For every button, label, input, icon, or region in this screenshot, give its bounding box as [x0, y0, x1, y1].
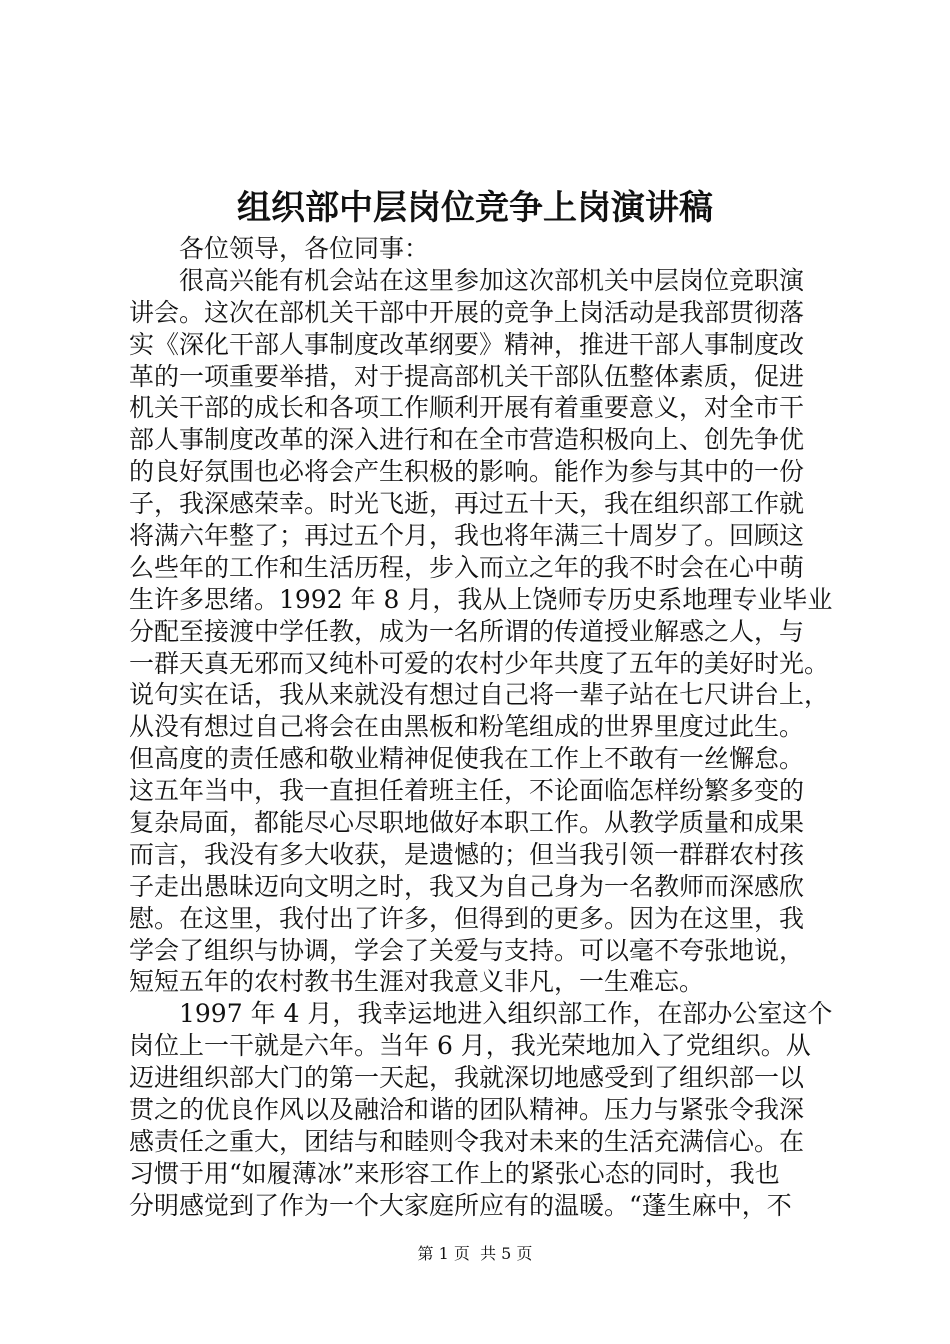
body-line: 的良好氛围也必将会产生积极的影响。能作为参与其中的一份: [129, 457, 805, 487]
body-line: 1997 年 4 月，我幸运地进入组织部工作，在部办公室这个: [179, 999, 833, 1029]
document-title: 组织部中层岗位竞争上岗演讲稿: [237, 188, 713, 228]
body-line: 慰。在这里，我付出了许多，但得到的更多。因为在这里，我: [129, 903, 805, 933]
body-line: 革的一项重要举措，对于提高部机关干部队伍整体素质，促进: [129, 361, 805, 391]
body-line: 部人事制度改革的深入进行和在全市营造积极向上、创先争优: [129, 425, 805, 455]
body-line: 实《深化干部人事制度改革纲要》精神，推进干部人事制度改: [129, 329, 805, 359]
body-line: 讲会。这次在部机关干部中开展的竞争上岗活动是我部贯彻落: [129, 297, 805, 327]
body-line: 么些年的工作和生活历程，步入而立之年的我不时会在心中萌: [129, 552, 805, 582]
body-line: 而言，我没有多大收获，是遗憾的；但当我引领一群群农村孩: [129, 839, 805, 869]
body-line: 机关干部的成长和各项工作顺利开展有着重要意义，对全市干: [129, 393, 805, 423]
body-line: 将满六年整了；再过五个月，我也将年满三十周岁了。回顾这: [129, 521, 805, 551]
body-line: 子走出愚昧迈向文明之时，我又为自己身为一名教师而深感欣: [129, 871, 805, 901]
body-line: 这五年当中，我一直担任着班主任，不论面临怎样纷繁多变的: [129, 776, 805, 806]
body-line: 复杂局面，都能尽心尽职地做好本职工作。从教学质量和成果: [129, 808, 805, 838]
body-line: 贯之的优良作风以及融洽和谐的团队精神。压力与紧张令我深: [129, 1095, 805, 1125]
body-line: 分配至接渡中学任教，成为一名所谓的传道授业解惑之人，与: [129, 616, 805, 646]
body-line: 习惯于用“如履薄冰”来形容工作上的紧张心态的同时，我也: [129, 1158, 780, 1188]
body-line: 感责任之重大，团结与和睦则令我对未来的生活充满信心。在: [129, 1126, 805, 1156]
body-line: 一群天真无邪而又纯朴可爱的农村少年共度了五年的美好时光。: [129, 648, 830, 678]
body-line: 说句实在话，我从来就没有想过自己将一辈子站在七尺讲台上，: [129, 680, 830, 710]
body-line-salutation: 各位领导，各位同事：: [179, 234, 430, 263]
body-line: 迈进组织部大门的第一天起，我就深切地感受到了组织部一以: [129, 1063, 805, 1093]
body-line: 短短五年的农村教书生涯对我意义非凡，一生难忘。: [129, 967, 705, 997]
body-line: 但高度的责任感和敬业精神促使我在工作上不敢有一丝懈怠。: [129, 744, 805, 774]
body-line: 生许多思绪。1992 年 8 月，我从上饶师专历史系地理专业毕业: [129, 584, 833, 614]
body-line: 学会了组织与协调，学会了关爱与支持。可以毫不夸张地说，: [129, 935, 805, 965]
body-line: 从没有想过自己将会在由黑板和粉笔组成的世界里度过此生。: [129, 712, 805, 742]
body-line: 子，我深感荣幸。时光飞逝，再过五十天，我在组织部工作就: [129, 489, 805, 519]
body-line: 岗位上一干就是六年。当年 6 月，我光荣地加入了党组织。从: [129, 1031, 811, 1061]
body-line: 很高兴能有机会站在这里参加这次部机关中层岗位竞职演: [179, 265, 805, 295]
page-number-footer: 第 1 页 共 5 页: [417, 1244, 533, 1263]
body-line: 分明感觉到了作为一个大家庭所应有的温暖。“蓬生麻中，不: [129, 1190, 792, 1220]
document-body: [129, 233, 833, 1222]
